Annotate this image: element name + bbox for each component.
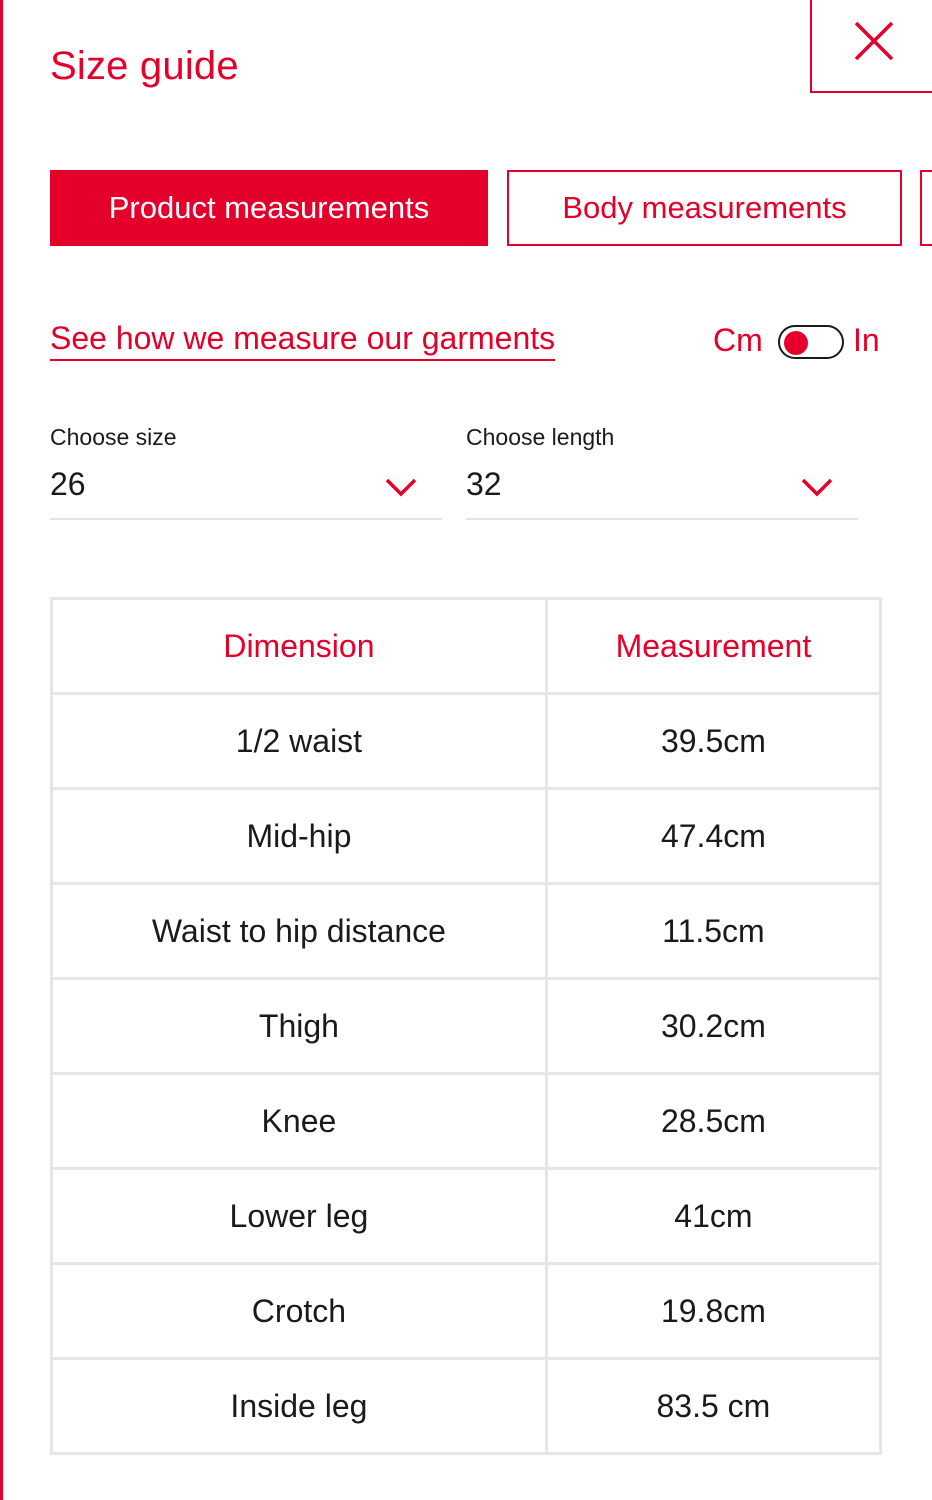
header-measurement: Measurement: [546, 599, 880, 694]
tab-body-measurements[interactable]: Body measurements: [507, 170, 902, 246]
measurement-cell: 39.5cm: [546, 694, 880, 789]
chevron-down-icon: [800, 476, 834, 498]
tab-overflow[interactable]: [920, 170, 932, 246]
table-row: [52, 1169, 881, 1264]
tab-product-measurements[interactable]: Product measurements: [50, 170, 488, 246]
dimension-cell: Lower leg: [52, 1169, 547, 1264]
table-row: [52, 1359, 881, 1454]
table-row: [52, 1264, 881, 1359]
toggle-knob: [784, 331, 808, 355]
header-dimension: Dimension: [52, 599, 547, 694]
unit-label-cm: Cm: [713, 322, 763, 358]
table-header-row: [52, 599, 881, 694]
close-icon: [853, 20, 895, 62]
size-table: [50, 597, 882, 1455]
dimension-cell: Crotch: [52, 1264, 547, 1359]
size-select[interactable]: [50, 462, 442, 520]
page-title: Size guide: [50, 44, 239, 88]
measure-guide-link[interactable]: See how we measure our garments: [50, 320, 555, 361]
measurement-cell: 19.8cm: [546, 1264, 880, 1359]
measurement-cell: 28.5cm: [546, 1074, 880, 1169]
panel-border: [0, 0, 3, 1500]
measurement-cell: 41cm: [546, 1169, 880, 1264]
unit-label-in: In: [853, 322, 880, 358]
table-row: [52, 884, 881, 979]
unit-toggle[interactable]: [778, 325, 844, 359]
measurement-cell: 47.4cm: [546, 789, 880, 884]
measurement-cell: 11.5cm: [546, 884, 880, 979]
length-select[interactable]: [466, 462, 858, 520]
length-select-label: Choose length: [466, 424, 615, 450]
chevron-down-icon: [384, 476, 418, 498]
dimension-cell: Mid-hip: [52, 789, 547, 884]
measurement-cell: 30.2cm: [546, 979, 880, 1074]
dimension-cell: 1/2 waist: [52, 694, 547, 789]
dimension-cell: Thigh: [52, 979, 547, 1074]
table-row: [52, 979, 881, 1074]
table-row: [52, 789, 881, 884]
measurement-cell: 83.5 cm: [546, 1359, 880, 1454]
dimension-cell: Knee: [52, 1074, 547, 1169]
size-select-value: 26: [50, 466, 86, 502]
close-button[interactable]: [810, 0, 932, 93]
table-row: [52, 1074, 881, 1169]
dimension-cell: Inside leg: [52, 1359, 547, 1454]
length-select-value: 32: [466, 466, 502, 502]
table-row: [52, 694, 881, 789]
dimension-cell: Waist to hip distance: [52, 884, 547, 979]
size-select-label: Choose size: [50, 424, 177, 450]
